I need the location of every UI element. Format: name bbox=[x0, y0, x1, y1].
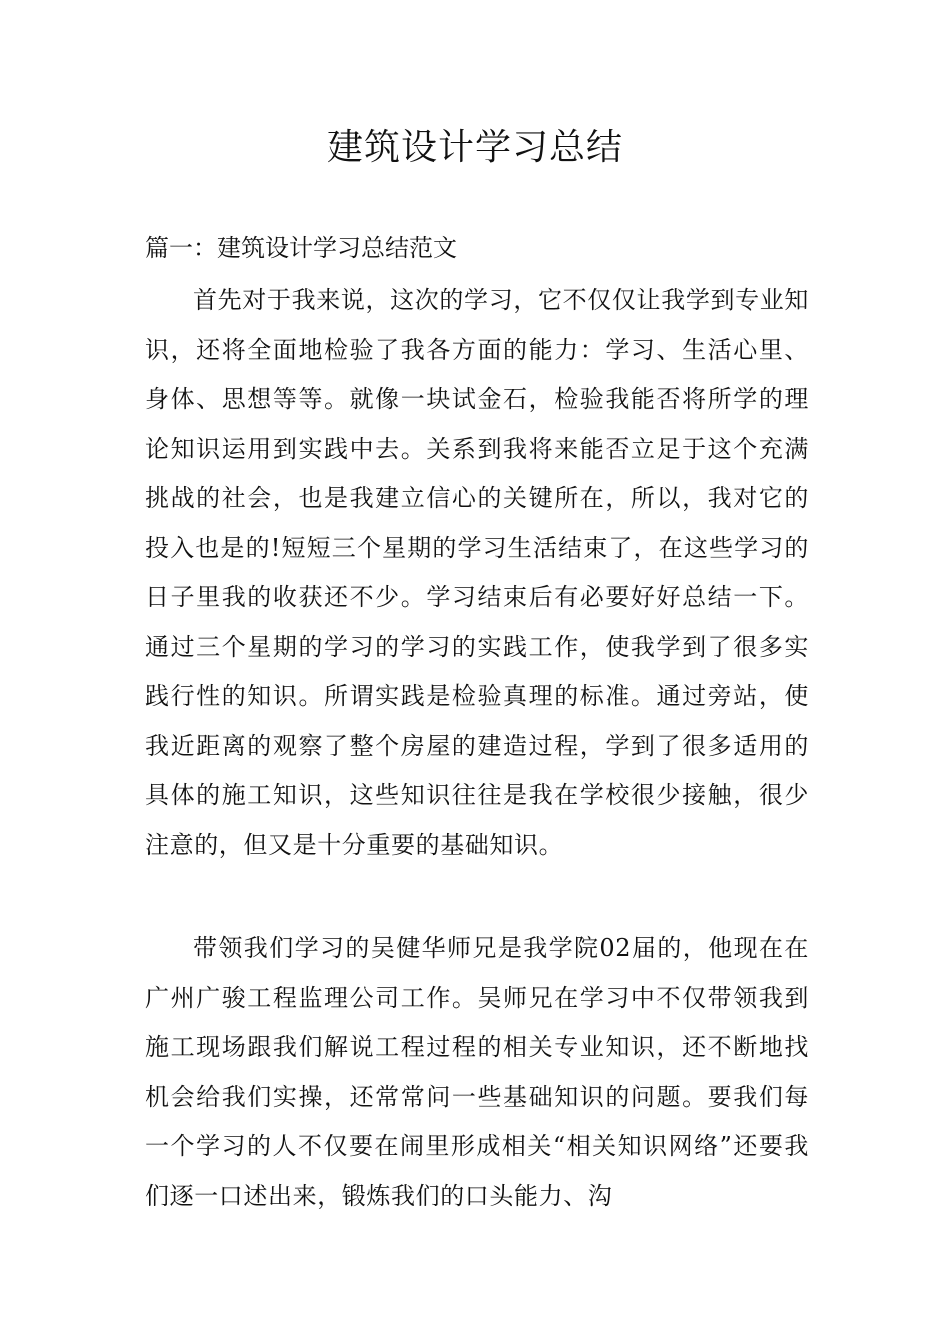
body-paragraph-1: 首先对于我来说，这次的学习，它不仅仅让我学到专业知识，还将全面地检验了我各方面的能力：学习、生活心里、身体、思想等等。就像一块试金石，检验我能否将所学的理论知识运用到实践中去。关系到我将来能否立足于这个充满挑战的社会，也是我建立信心的关键所在，所以，我对它的投入也是的!短短三个星期的学习生活结束了，在这些学习的日子里我的收获还不少。学习结束后有必要好好总结一下。通过三个星期的学习的学习的实践工作，使我学到了很多实践行性的知识。所谓实践是检验真理的标准。通过旁站，使我近距离的观察了整个房屋的建造过程，学到了很多适用的具体的施工知识，这些知识往往是我在学校很少接触，很少注意的，但又是十分重要的基础知识。 bbox=[145, 286, 809, 859]
document-title: 建筑设计学习总结 bbox=[326, 127, 623, 168]
section-heading: 篇一：建筑设计学习总结范文 bbox=[145, 234, 457, 262]
body-paragraph-2: 带领我们学习的吴健华师兄是我学院02届的，他现在在广州广骏工程监理公司工作。吴师兄在学习中不仅带领我到施工现场跟我们解说工程过程的相关专业知识，还不断地找机会给我们实操，还常常问一些基础知识的问题。要我们每一个学习的人不仅要在闹里形成相关“相关知识网络”还要我们逐一口述出来，锻炼我们的口头能力、沟 bbox=[145, 934, 809, 1210]
